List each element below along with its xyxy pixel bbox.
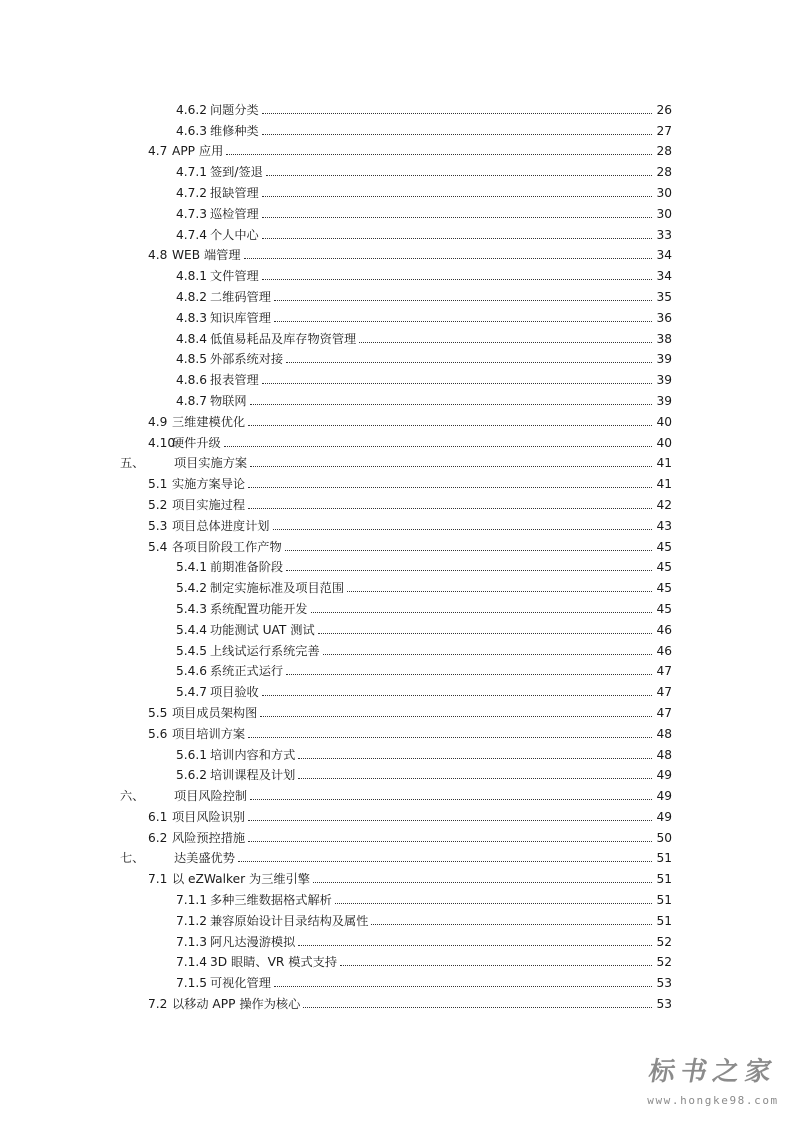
toc-entry-number: 5.4.1 [176, 560, 208, 575]
toc-leader-dots [262, 369, 652, 384]
toc-leader-dots [274, 972, 652, 987]
toc-entry-title: 问题分类 [210, 102, 259, 117]
toc-entry-page: 36 [656, 310, 672, 325]
toc-entry[interactable] [0, 533, 672, 554]
toc-entry[interactable] [0, 741, 672, 762]
toc-entry-number: 五、 [120, 456, 145, 471]
toc-entry-title: 三维建模优化 [172, 414, 246, 429]
toc-leader-dots [248, 827, 652, 842]
toc-entry-number: 5.3 [148, 518, 168, 533]
toc-entry-number: 7.1.5 [176, 976, 208, 991]
toc-entry-number: 4.8.5 [176, 352, 208, 367]
toc-leader-dots [318, 619, 652, 634]
toc-entry[interactable] [0, 969, 672, 990]
toc-leader-dots [250, 785, 652, 800]
toc-entry[interactable] [0, 782, 672, 803]
toc-entry[interactable] [0, 96, 672, 117]
toc-entry-page: 42 [656, 497, 672, 512]
toc-entry[interactable] [0, 200, 672, 221]
toc-entry-page: 40 [656, 435, 672, 450]
toc-entry-title: 低值易耗品及库存物资管理 [210, 331, 357, 346]
toc-entry[interactable] [0, 325, 672, 346]
toc-entry-title: 风险预控措施 [172, 830, 246, 845]
toc-entry-page: 48 [656, 726, 672, 741]
toc-entry[interactable] [0, 949, 672, 970]
toc-entry-page: 43 [656, 518, 672, 533]
toc-leader-dots [260, 702, 652, 717]
table-of-contents [0, 96, 793, 1011]
toc-entry-number: 5.4.4 [176, 622, 208, 637]
toc-entry[interactable] [0, 346, 672, 367]
toc-entry-title: 外部系统对接 [210, 352, 284, 367]
toc-entry-page: 40 [656, 414, 672, 429]
toc-entry-title: 制定实施标准及项目范围 [210, 581, 345, 596]
toc-entry-number: 5.2 [148, 497, 168, 512]
toc-entry[interactable] [0, 865, 672, 886]
toc-entry-page: 28 [656, 165, 672, 180]
toc-leader-dots [244, 244, 652, 259]
toc-entry-page: 46 [656, 622, 672, 637]
toc-entry-title: 文件管理 [210, 269, 259, 284]
toc-entry-number: 7.2 [148, 997, 168, 1012]
toc-entry-title: 二维码管理 [210, 289, 271, 304]
toc-entry-page: 49 [656, 768, 672, 783]
toc-entry[interactable] [0, 824, 672, 845]
toc-entry-number: 六、 [120, 789, 145, 804]
toc-entry-number: 4.7.1 [176, 165, 208, 180]
toc-entry[interactable] [0, 138, 672, 159]
toc-entry-page: 35 [656, 289, 672, 304]
toc-leader-dots [262, 681, 652, 696]
toc-entry-number: 5.4.2 [176, 581, 208, 596]
toc-entry[interactable] [0, 637, 672, 658]
toc-entry-title: 项目实施方案 [174, 456, 248, 471]
toc-entry-page: 53 [656, 976, 672, 991]
toc-entry-page: 39 [656, 352, 672, 367]
toc-entry-page: 45 [656, 581, 672, 596]
toc-entry-title: 培训内容和方式 [210, 747, 296, 762]
toc-entry[interactable] [0, 720, 672, 741]
toc-entry-title: 项目实施过程 [172, 497, 246, 512]
toc-entry[interactable] [0, 158, 672, 179]
toc-leader-dots [347, 577, 652, 592]
toc-entry-title: 各项目阶段工作产物 [172, 539, 282, 554]
toc-leader-dots [266, 161, 652, 176]
toc-entry-title: 实施方案导论 [172, 477, 246, 492]
toc-entry-number: 4.10 [148, 435, 176, 450]
toc-entry-number: 4.7.4 [176, 227, 208, 242]
toc-entry[interactable] [0, 262, 672, 283]
toc-leader-dots [273, 515, 653, 530]
toc-entry-title: 报缺管理 [210, 185, 259, 200]
toc-entry[interactable] [0, 907, 672, 928]
toc-entry-page: 49 [656, 809, 672, 824]
toc-entry-page: 52 [656, 934, 672, 949]
toc-entry-page: 48 [656, 747, 672, 762]
toc-entry-page: 47 [656, 685, 672, 700]
toc-entry-number: 5.6.1 [176, 747, 208, 762]
toc-leader-dots [262, 265, 652, 280]
toc-leader-dots [224, 432, 652, 447]
toc-leader-dots [286, 660, 652, 675]
toc-leader-dots [359, 328, 652, 343]
toc-entry-title: 系统配置功能开发 [210, 601, 308, 616]
toc-entry-title: 维修种类 [210, 123, 259, 138]
toc-leader-dots [335, 889, 652, 904]
toc-entry[interactable] [0, 678, 672, 699]
toc-entry-page: 34 [656, 248, 672, 263]
toc-entry-page: 33 [656, 227, 672, 242]
toc-entry[interactable] [0, 179, 672, 200]
toc-entry[interactable] [0, 595, 672, 616]
toc-leader-dots [311, 598, 653, 613]
toc-entry-page: 46 [656, 643, 672, 658]
toc-entry-page: 52 [656, 955, 672, 970]
toc-leader-dots [248, 473, 652, 488]
toc-entry[interactable] [0, 658, 672, 679]
toc-entry-page: 51 [656, 872, 672, 887]
toc-entry-number: 4.8.4 [176, 331, 208, 346]
toc-entry[interactable] [0, 928, 672, 949]
toc-entry-title: 达美盛优势 [174, 851, 235, 866]
toc-entry-page: 39 [656, 393, 672, 408]
toc-leader-dots [313, 868, 652, 883]
toc-entry-title: 巡检管理 [210, 206, 259, 221]
toc-entry-page: 47 [656, 705, 672, 720]
toc-leader-dots [286, 556, 652, 571]
watermark-url: www.hongke98.com [647, 1094, 779, 1107]
toc-entry-number: 4.8.6 [176, 373, 208, 388]
toc-entry-number: 5.6 [148, 726, 168, 741]
toc-entry-number: 4.7.3 [176, 206, 208, 221]
toc-entry-title: 项目成员架构图 [172, 705, 258, 720]
toc-entry-number: 7.1.2 [176, 913, 208, 928]
toc-entry[interactable] [0, 491, 672, 512]
toc-entry-title: WEB 端管理 [172, 248, 241, 263]
toc-entry-number: 5.5 [148, 705, 168, 720]
toc-entry-number: 4.8.1 [176, 269, 208, 284]
toc-leader-dots [298, 931, 652, 946]
toc-leader-dots [298, 764, 652, 779]
toc-entry-page: 41 [656, 456, 672, 471]
toc-entry[interactable] [0, 117, 672, 138]
toc-entry-title: 上线试运行系统完善 [210, 643, 320, 658]
toc-leader-dots [303, 993, 652, 1008]
toc-leader-dots [248, 411, 652, 426]
toc-entry[interactable] [0, 845, 672, 866]
toc-entry-number: 4.6.3 [176, 123, 208, 138]
toc-entry-title: 项目培训方案 [172, 726, 246, 741]
toc-leader-dots [371, 910, 652, 925]
toc-entry[interactable] [0, 699, 672, 720]
toc-entry-title: 系统正式运行 [210, 664, 284, 679]
toc-entry-number: 7.1 [148, 872, 168, 887]
toc-entry-number: 4.7.2 [176, 185, 208, 200]
toc-entry-number: 5.1 [148, 477, 168, 492]
toc-entry-number: 6.2 [148, 830, 168, 845]
watermark-logo [643, 1056, 783, 1116]
toc-entry-number: 4.9 [148, 414, 168, 429]
toc-entry-title: 签到/签退 [210, 165, 263, 180]
toc-entry[interactable] [0, 616, 672, 637]
toc-entry-page: 49 [656, 789, 672, 804]
toc-entry[interactable] [0, 886, 672, 907]
toc-entry-page: 45 [656, 539, 672, 554]
toc-entry[interactable] [0, 408, 672, 429]
toc-entry-title: 前期准备阶段 [210, 560, 284, 575]
toc-entry[interactable] [0, 803, 672, 824]
toc-entry-page: 50 [656, 830, 672, 845]
toc-leader-dots [262, 120, 652, 135]
toc-entry-page: 47 [656, 664, 672, 679]
toc-entry-number: 7.1.1 [176, 893, 208, 908]
toc-entry-title: 培训课程及计划 [210, 768, 296, 783]
toc-entry[interactable] [0, 366, 672, 387]
toc-entry-number: 5.4.6 [176, 664, 208, 679]
watermark-title: 标书之家 [646, 1057, 780, 1087]
toc-entry[interactable] [0, 450, 672, 471]
toc-entry[interactable] [0, 762, 672, 783]
toc-entry-number: 5.4.5 [176, 643, 208, 658]
toc-leader-dots [262, 182, 652, 197]
toc-entry-title: 项目风险识别 [172, 809, 246, 824]
toc-entry-page: 26 [656, 102, 672, 117]
toc-entry[interactable] [0, 470, 672, 491]
toc-entry-title: 功能测试 UAT 测试 [210, 622, 315, 637]
toc-entry[interactable] [0, 242, 672, 263]
toc-entry-number: 5.6.2 [176, 768, 208, 783]
toc-entry-page: 51 [656, 893, 672, 908]
toc-leader-dots [340, 951, 652, 966]
toc-leader-dots [238, 847, 652, 862]
toc-entry-page: 34 [656, 269, 672, 284]
toc-entry[interactable] [0, 221, 672, 242]
toc-entry-page: 41 [656, 477, 672, 492]
toc-entry-title: 以 eZWalker 为三维引擎 [172, 872, 310, 887]
toc-entry-title: 项目风险控制 [174, 789, 248, 804]
toc-entry-title: 报表管理 [210, 373, 259, 388]
toc-entry-page: 45 [656, 601, 672, 616]
toc-leader-dots [250, 452, 652, 467]
toc-entry-page: 30 [656, 185, 672, 200]
toc-entry-number: 4.8 [148, 248, 168, 263]
toc-entry-page: 53 [656, 997, 672, 1012]
toc-entry[interactable] [0, 283, 672, 304]
toc-entry-number: 5.4.7 [176, 685, 208, 700]
toc-entry[interactable] [0, 304, 672, 325]
toc-entry-number: 七、 [120, 851, 145, 866]
toc-leader-dots [262, 224, 652, 239]
toc-entry[interactable] [0, 387, 672, 408]
toc-leader-dots [274, 286, 652, 301]
toc-entry-page: 39 [656, 373, 672, 388]
toc-entry-title: 项目总体进度计划 [172, 518, 270, 533]
toc-entry-title: 项目验收 [210, 685, 259, 700]
toc-entry-number: 4.8.3 [176, 310, 208, 325]
toc-entry[interactable] [0, 990, 672, 1011]
toc-entry-page: 45 [656, 560, 672, 575]
toc-leader-dots [226, 140, 652, 155]
toc-entry-title: 物联网 [210, 393, 247, 408]
toc-leader-dots [262, 203, 652, 218]
toc-entry-title: 可视化管理 [210, 976, 271, 991]
toc-leader-dots [323, 640, 652, 655]
toc-entry-number: 5.4 [148, 539, 168, 554]
toc-entry-title: 个人中心 [210, 227, 259, 242]
toc-entry-title: 3D 眼睛、VR 模式支持 [210, 955, 338, 970]
toc-entry-title: 兼容原始设计目录结构及属性 [210, 913, 369, 928]
toc-entry-title: APP 应用 [172, 144, 224, 159]
toc-entry-number: 7.1.4 [176, 955, 208, 970]
toc-leader-dots [250, 390, 652, 405]
toc-entry-title: 以移动 APP 操作为核心 [172, 997, 301, 1012]
toc-entry-page: 30 [656, 206, 672, 221]
toc-entry-title: 知识库管理 [210, 310, 271, 325]
toc-leader-dots [248, 723, 652, 738]
toc-entry-title: 多种三维数据格式解析 [210, 893, 332, 908]
toc-entry-number: 4.8.2 [176, 289, 208, 304]
toc-entry-page: 28 [656, 144, 672, 159]
toc-leader-dots [298, 744, 652, 759]
toc-leader-dots [285, 536, 652, 551]
toc-entry-number: 4.7 [148, 144, 168, 159]
toc-entry-page: 51 [656, 851, 672, 866]
toc-entry[interactable] [0, 429, 672, 450]
toc-entry-number: 7.1.3 [176, 934, 208, 949]
toc-leader-dots [286, 348, 652, 363]
toc-leader-dots [248, 806, 652, 821]
toc-entry-number: 5.4.3 [176, 601, 208, 616]
toc-entry-number: 4.8.7 [176, 393, 208, 408]
toc-entry-number: 6.1 [148, 809, 168, 824]
toc-entry-page: 38 [656, 331, 672, 346]
toc-entry-page: 27 [656, 123, 672, 138]
toc-leader-dots [262, 99, 652, 114]
toc-entry[interactable] [0, 512, 672, 533]
toc-entry-number: 4.6.2 [176, 102, 208, 117]
toc-entry[interactable] [0, 554, 672, 575]
toc-entry[interactable] [0, 574, 672, 595]
toc-entry-title: 阿凡达漫游模拟 [210, 934, 296, 949]
toc-leader-dots [274, 307, 652, 322]
toc-leader-dots [248, 494, 652, 509]
toc-entry-title: 硬件升级 [172, 435, 221, 450]
toc-entry-page: 51 [656, 913, 672, 928]
